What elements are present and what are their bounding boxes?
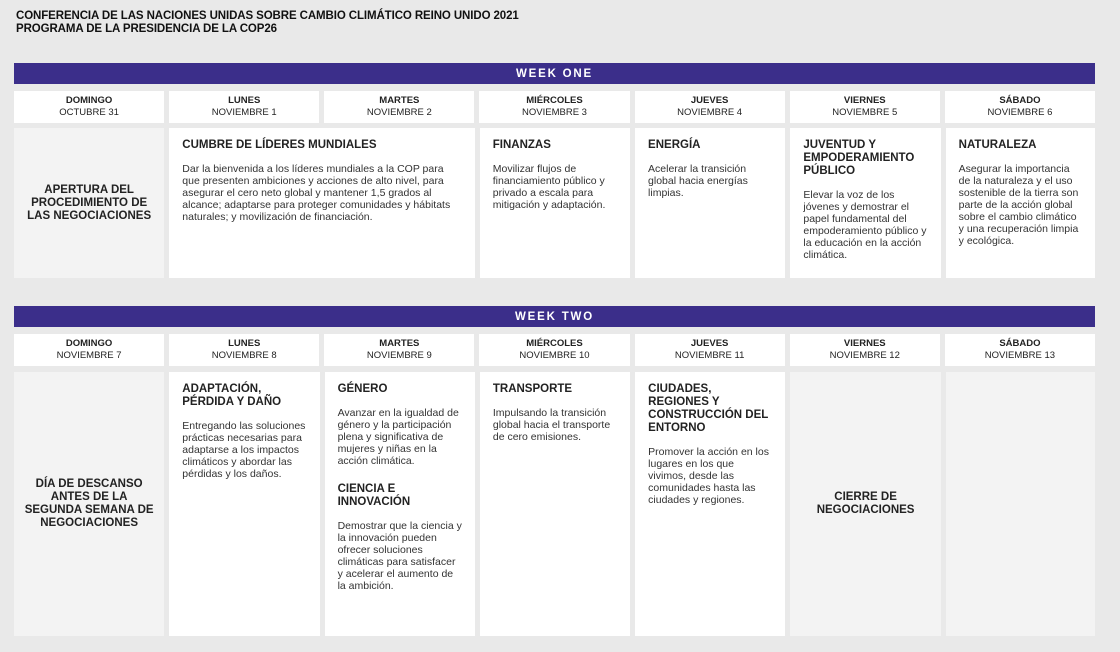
day-name: SÁBADO [999,95,1041,106]
card-description: Elevar la voz de los jóvenes y demostrar el papel fundamental del empoderamiento público y la educación en la acción climática. [803,189,927,261]
closing-card [790,372,940,636]
day-name: DOMINGO [65,338,113,349]
day-name: VIERNES [843,95,886,106]
nature-card [946,128,1095,278]
week-two-days [14,334,1095,366]
gender-science-card [325,372,475,636]
day-name: VIERNES [843,338,886,349]
card-title: GÉNERO [337,383,388,395]
day-cell [635,91,785,123]
day-cell [169,334,319,366]
rest-day-card [14,372,164,636]
rest-day-label: DÍA DE DESCANSO ANTES DE LA SEGUNDA SEMANA DE NEGOCIACIONES [24,478,154,529]
day-date: NOVIEMBRE 6 [987,107,1053,118]
day-cell [945,334,1095,366]
day-cell [324,334,474,366]
day-date: NOVIEMBRE 4 [677,107,743,118]
day-cell [324,91,474,123]
youth-card [790,128,940,278]
day-date: NOVIEMBRE 11 [674,350,745,361]
day-cell [14,334,164,366]
card-title: NATURALEZA [958,139,1037,151]
finance-card [480,128,630,278]
day-date: NOVIEMBRE 13 [984,350,1056,361]
card-description: Avanzar en la igualdad de género y la participación plena y significativa de mujeres y niñas en la acción climática. [337,407,459,467]
closing-label: CIERRE DE NEGOCIACIONES [816,491,915,516]
leaders-summit-card [169,128,474,278]
week-one-days [14,91,1095,123]
day-name: LUNES [228,95,261,106]
card-title: TRANSPORTE [492,383,573,395]
day-cell [635,334,785,366]
day-date: NOVIEMBRE 8 [211,350,277,361]
card-title: CIENCIA E INNOVACIÓN [337,483,411,508]
week-two-events [14,372,1095,636]
day-cell [479,91,629,123]
energy-card [635,128,785,278]
transport-card [480,372,630,636]
day-name: MIÉRCOLES [526,95,583,106]
day-date: NOVIEMBRE 7 [56,350,122,361]
cities-card [635,372,785,636]
conference-title: CONFERENCIA DE LAS NACIONES UNIDAS SOBRE CAMBIO CLIMÁTICO REINO UNIDO 2021 [16,10,519,22]
day-date: NOVIEMBRE 1 [211,107,277,118]
card-title: ENERGÍA [648,139,701,151]
day-cell [479,334,629,366]
document-header [16,10,519,36]
day-name: JUEVES [690,338,729,349]
day-name: DOMINGO [65,95,113,106]
day-name: MARTES [379,338,420,349]
day-cell [790,334,940,366]
card-title: JUVENTUD Y EMPODERAMIENTO PÚBLICO [803,139,915,177]
week-one-events [14,128,1095,278]
card-title: ADAPTACIÓN, PÉRDIDA Y DAÑO [182,383,282,408]
day-cell [169,91,319,123]
card-description: Impulsando la transición global hacia el transporte de cero emisiones. [492,407,611,443]
day-name: MIÉRCOLES [526,338,583,349]
card-description: Promover la acción en los lugares en los que vivimos, desde las comunidades hasta las ciudades y regiones. [648,446,769,506]
program-subtitle: PROGRAMA DE LA PRESIDENCIA DE LA COP26 [16,23,277,35]
day-date: NOVIEMBRE 9 [366,350,432,361]
day-date: NOVIEMBRE 2 [366,107,432,118]
day-cell [14,91,164,123]
week-one-bar: WEEK ONE [14,63,1095,84]
day-name: LUNES [228,338,261,349]
day-date: NOVIEMBRE 5 [832,107,898,118]
opening-label: APERTURA DEL PROCEDIMIENTO DE LAS NEGOCIACIONES [27,183,152,222]
day-cell [790,91,940,123]
day-date: NOVIEMBRE 12 [829,350,900,361]
day-name: JUEVES [690,95,729,106]
card-description: Dar la bienvenida a los líderes mundiales a la COP para que presenten ambiciones y acciones de alto nivel, para asegurar el cero neto global y mantener 1,5 grados al alcance; adaptarse para proteger comunidades y hábitats naturales; y movilización de financiación. [182,163,451,223]
day-cell [945,91,1095,123]
card-description: Movilizar flujos de financiamiento público y privado a escala para mitigación y adaptación. [492,163,606,211]
card-description: Acelerar la transición global hacia energías limpias. [648,163,748,199]
week-two-bar: WEEK TWO [14,306,1095,327]
opening-card [14,128,164,278]
card-title: CIUDADES, REGIONES Y CONSTRUCCIÓN DEL ENTORNO [648,383,769,434]
card-title: CUMBRE DE LÍDERES MUNDIALES [182,139,377,151]
card-description: Entregando las soluciones prácticas necesarias para adaptarse a los impactos climáticos y abordar las pérdidas y los daños. [182,420,306,480]
card-title: FINANZAS [492,139,551,151]
day-date: NOVIEMBRE 3 [522,107,587,118]
card-description: Demostrar que la ciencia y la innovación pueden ofrecer soluciones climáticas para satisfacer y acelerar el aumento de la ambición. [337,520,462,592]
card-description: Asegurar la importancia de la naturaleza y el uso sostenible de la tierra son parte de la acción global sobre el cambio climático y una recuperación limpia y ecológica. [958,163,1079,247]
day-date: NOVIEMBRE 10 [519,350,590,361]
day-date: OCTUBRE 31 [59,107,119,118]
day-name: SÁBADO [999,338,1041,349]
day-name: MARTES [379,95,420,106]
empty-saturday-card [946,372,1095,636]
adaptation-card [169,372,319,636]
